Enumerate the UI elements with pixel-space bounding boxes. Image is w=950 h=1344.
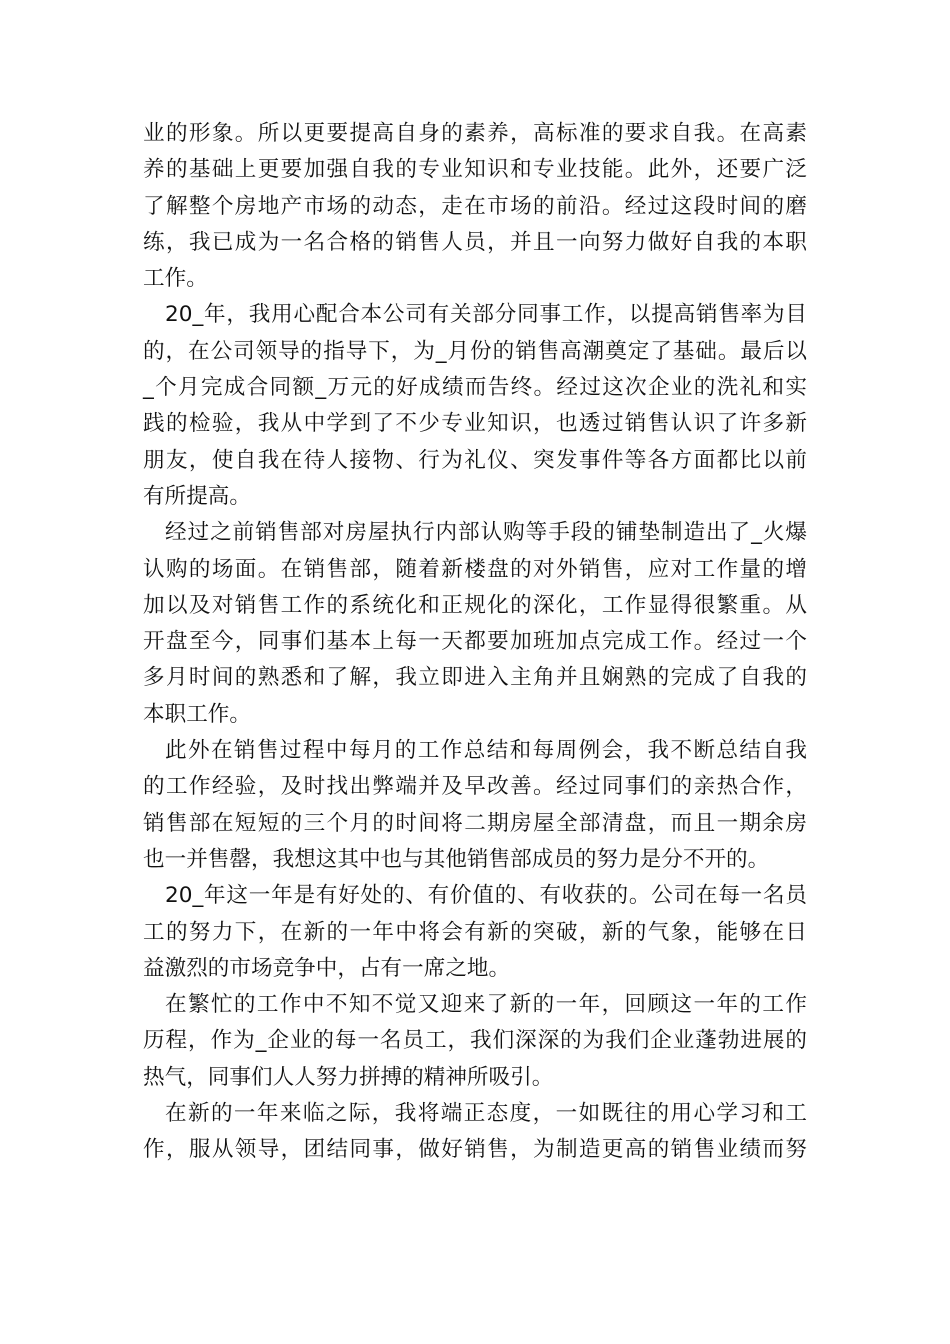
paragraph-line: 朋友，使自我在待人接物、行为礼仪、突发事件等各方面都比以前	[143, 447, 807, 473]
paragraph-line: 的，在公司领导的指导下，为_月份的销售高潮奠定了基础。最后以	[143, 338, 807, 364]
paragraph-line: 加以及对销售工作的系统化和正规化的深化，工作显得很繁重。从	[143, 592, 807, 618]
paragraph-line: 多月时间的熟悉和了解，我立即进入主角并且娴熟的完成了自我的	[143, 665, 807, 691]
paragraph-line: 了解整个房地产市场的动态，走在市场的前沿。经过这段时间的磨	[143, 193, 807, 219]
paragraph-3	[143, 515, 807, 733]
paragraph-line: 也一并售罄，我想这其中也与其他销售部成员的努力是分不开的。	[143, 846, 770, 872]
paragraph-line: 养的基础上更要加强自我的专业知识和专业技能。此外，还要广泛	[143, 157, 807, 183]
paragraph-2	[143, 297, 807, 515]
paragraph-line: 20_年，我用心配合本公司有关部分同事工作，以提高销售率为目	[165, 302, 807, 328]
paragraph-line: 本职工作。	[143, 701, 251, 727]
paragraph-line: 练，我已成为一名合格的销售人员，并且一向努力做好自我的本职	[143, 229, 807, 255]
paragraph-line: _个月完成合同额_万元的好成绩而告终。经过这次企业的洗礼和实	[143, 375, 807, 401]
paragraph-line: 经过之前销售部对房屋执行内部认购等手段的铺垫制造出了_火爆	[165, 520, 807, 546]
paragraph-line: 的工作经验，及时找出弊端并及早改善。经过同事们的亲热合作，	[143, 774, 807, 800]
paragraph-line: 益激烈的市场竞争中，占有一席之地。	[143, 955, 511, 981]
paragraph-line: 认购的场面。在销售部，随着新楼盘的对外销售，应对工作量的增	[143, 556, 807, 582]
paragraph-line: 历程，作为_企业的每一名员工，我们深深的为我们企业蓬勃进展的	[143, 1028, 807, 1054]
paragraph-line: 开盘至今，同事们基本上每一天都要加班加点完成工作。经过一个	[143, 629, 807, 655]
paragraph-4	[143, 733, 807, 878]
paragraph-line: 践的检验，我从中学到了不少专业知识，也透过销售认识了许多新	[143, 411, 807, 437]
paragraph-5	[143, 878, 807, 987]
paragraph-line: 此外在销售过程中每月的工作总结和每周例会，我不断总结自我	[165, 738, 807, 764]
paragraph-line: 工的努力下，在新的一年中将会有新的突破，新的气象，能够在日	[143, 919, 807, 945]
paragraph-6	[143, 987, 807, 1096]
paragraph-line: 有所提高。	[143, 483, 251, 509]
paragraph-line: 20_年这一年是有好处的、有价值的、有收获的。公司在每一名员	[165, 883, 807, 909]
paragraph-7	[143, 1096, 807, 1169]
paragraph-1	[143, 116, 807, 297]
paragraph-line: 热气，同事们人人努力拼搏的精神所吸引。	[143, 1064, 554, 1090]
paragraph-line: 销售部在短短的三个月的时间将二期房屋全部清盘，而且一期余房	[143, 810, 807, 836]
paragraph-line: 业的形象。所以更要提高自身的素养，高标准的要求自我。在高素	[143, 121, 807, 146]
paragraph-line: 在繁忙的工作中不知不觉又迎来了新的一年，回顾这一年的工作	[165, 992, 807, 1018]
paragraph-line: 在新的一年来临之际，我将端正态度，一如既往的用心学习和工	[165, 1101, 807, 1127]
document-body	[143, 116, 807, 1169]
paragraph-line: 作，服从领导，团结同事，做好销售，为制造更高的销售业绩而努	[143, 1137, 807, 1163]
paragraph-line: 工作。	[143, 266, 208, 292]
